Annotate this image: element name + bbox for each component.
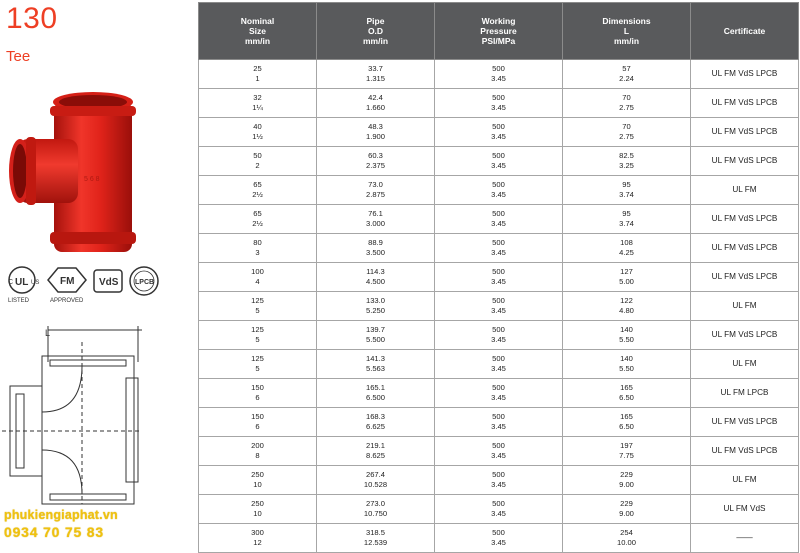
working-pressure-cell (435, 292, 563, 321)
certificate-cell: UL FM VdS LPCB (691, 234, 799, 263)
cell-value: 2.875 (365, 190, 385, 199)
working-pressure-cell (435, 147, 563, 176)
working-pressure-cell (435, 524, 563, 553)
cell-value: 1½ (252, 132, 263, 141)
cell-value: 250 (251, 499, 264, 508)
header-line: Working (481, 16, 516, 26)
product-name: Tee (6, 48, 31, 65)
dimension-cell (563, 89, 691, 118)
svg-text:US: US (31, 280, 40, 286)
table-row (199, 437, 799, 466)
cell-value: 3.45 (491, 219, 506, 228)
cell-value: 3.45 (491, 509, 506, 518)
cell-value: 2.24 (619, 74, 634, 83)
cell-value: 300 (251, 528, 264, 537)
certificate-cell: UL FM (691, 466, 799, 495)
header-pipe-od (317, 3, 435, 60)
cell-value: 33.7 (368, 64, 383, 73)
certificate-cell: UL FM VdS (691, 495, 799, 524)
header-line: Pressure (480, 26, 517, 36)
cell-value: 2.75 (619, 103, 634, 112)
cell-value: 42.4 (368, 93, 383, 102)
working-pressure-cell (435, 379, 563, 408)
cell-value: 197 (620, 441, 633, 450)
cell-value: 267.4 (365, 470, 385, 479)
cell-value: 3.45 (491, 74, 506, 83)
spec-table (198, 2, 799, 553)
svg-text:L: L (45, 328, 51, 338)
cell-value: 3.45 (491, 364, 506, 373)
cell-value: 4.25 (619, 248, 634, 257)
cell-value: 3.74 (619, 190, 634, 199)
header-line: Dimensions (602, 16, 651, 26)
cell-value: 168.3 (365, 412, 385, 421)
table-row (199, 292, 799, 321)
svg-text:VdS: VdS (99, 277, 119, 288)
cell-value: 127 (620, 267, 633, 276)
table-row (199, 321, 799, 350)
cell-value: 95 (622, 209, 631, 218)
dimension-cell (563, 292, 691, 321)
cell-value: 3.45 (491, 248, 506, 257)
cell-value: 1.900 (365, 132, 385, 141)
cell-value: 273.0 (365, 499, 385, 508)
cell-value: 7.75 (619, 451, 634, 460)
pipe-od-cell (317, 524, 435, 553)
cell-value: 5 (255, 306, 260, 315)
nominal-size-cell (199, 292, 317, 321)
cell-value: 219.1 (365, 441, 385, 450)
cell-value: 140 (620, 325, 633, 334)
cell-value: 2.375 (365, 161, 385, 170)
nominal-size-cell (199, 205, 317, 234)
cell-value: 229 (620, 470, 633, 479)
cell-value: 500 (492, 122, 505, 131)
pipe-od-cell (317, 147, 435, 176)
vds-logo (94, 270, 122, 292)
table-row (199, 205, 799, 234)
header-line: L (623, 26, 630, 36)
certificate-cell: UL FM VdS LPCB (691, 321, 799, 350)
cell-value: 6.50 (619, 393, 634, 402)
cell-value: 3.45 (491, 190, 506, 199)
working-pressure-cell (435, 437, 563, 466)
pipe-od-cell (317, 466, 435, 495)
pipe-od-cell (317, 350, 435, 379)
dimension-cell (563, 234, 691, 263)
dimension-cell (563, 379, 691, 408)
table-row (199, 263, 799, 292)
header-nominal-size (199, 3, 317, 60)
cell-value: 140 (620, 354, 633, 363)
cell-value: 3.45 (491, 480, 506, 489)
cell-value: 76.1 (368, 209, 383, 218)
nominal-size-cell (199, 147, 317, 176)
cell-value: 6 (255, 422, 260, 431)
cell-value: 48.3 (368, 122, 383, 131)
pipe-od-cell (317, 118, 435, 147)
product-panel (0, 0, 196, 552)
working-pressure-cell (435, 408, 563, 437)
dimension-cell (563, 350, 691, 379)
cell-value: 5.50 (619, 364, 634, 373)
cell-value: 500 (492, 64, 505, 73)
header-line: Nominal (240, 16, 275, 26)
dimension-cell (563, 263, 691, 292)
cell-value: 141.3 (365, 354, 385, 363)
cell-value: 500 (492, 470, 505, 479)
cell-value: 9.00 (619, 509, 634, 518)
cell-value: 3.45 (491, 161, 506, 170)
cell-value: 150 (251, 412, 264, 421)
working-pressure-cell (435, 89, 563, 118)
cell-value: 133.0 (365, 296, 385, 305)
table-row (199, 408, 799, 437)
cell-value: 12.539 (363, 538, 388, 547)
pipe-od-cell (317, 292, 435, 321)
dimension-cell (563, 147, 691, 176)
table-row (199, 118, 799, 147)
table-row (199, 379, 799, 408)
nominal-size-cell (199, 118, 317, 147)
cell-value: 3.45 (491, 538, 506, 547)
nominal-size-cell (199, 176, 317, 205)
header-line: mm/in (244, 36, 271, 46)
header-line: mm/in (362, 36, 389, 46)
cell-value: 95 (622, 180, 631, 189)
pipe-od-cell (317, 263, 435, 292)
certificate-cell: UL FM (691, 350, 799, 379)
certificate-cell: —— (691, 524, 799, 553)
nominal-size-cell (199, 466, 317, 495)
fm-approved-logo (48, 268, 86, 304)
cell-value: 114.3 (366, 267, 385, 276)
pipe-od-cell (317, 321, 435, 350)
tee-dimension-drawing (2, 322, 152, 508)
spec-table-header (199, 3, 799, 60)
cell-value: 3.000 (365, 219, 385, 228)
cell-value: 500 (492, 412, 505, 421)
cell-value: 6 (255, 393, 260, 402)
cell-value: 82.5 (619, 151, 634, 160)
spec-table-body (199, 60, 799, 553)
brand-phone: 0934 70 75 83 (4, 524, 104, 540)
working-pressure-cell (435, 176, 563, 205)
working-pressure-cell (435, 495, 563, 524)
working-pressure-cell (435, 205, 563, 234)
cell-value: 125 (251, 296, 264, 305)
table-row (199, 176, 799, 205)
dimension-cell (563, 321, 691, 350)
cell-value: 10 (253, 509, 262, 518)
pipe-od-cell (317, 408, 435, 437)
working-pressure-cell (435, 263, 563, 292)
cell-value: 5 (255, 335, 260, 344)
tee-fitting-photo (4, 84, 154, 262)
dimension-cell (563, 408, 691, 437)
cell-value: 1.660 (365, 103, 385, 112)
cell-value: 165 (620, 412, 633, 421)
cell-value: 3.45 (491, 277, 506, 286)
header-line: PSI/MPa (481, 36, 516, 46)
nominal-size-cell (199, 350, 317, 379)
dimension-cell (563, 60, 691, 89)
table-row (199, 466, 799, 495)
cell-value: 500 (492, 354, 505, 363)
pipe-od-cell (317, 205, 435, 234)
certificate-cell: UL FM VdS LPCB (691, 147, 799, 176)
cell-value: 80 (253, 238, 262, 247)
cell-value: 73.0 (368, 180, 383, 189)
cell-value: 1 (255, 74, 260, 83)
cell-value: 12 (253, 538, 262, 547)
cell-value: 125 (251, 325, 264, 334)
svg-text:FM: FM (60, 276, 75, 287)
nominal-size-cell (199, 321, 317, 350)
cell-value: 8 (255, 451, 260, 460)
cell-value: 3.500 (365, 248, 385, 257)
cell-value: 200 (251, 441, 264, 450)
pipe-od-cell (317, 89, 435, 118)
dimension-cell (563, 118, 691, 147)
svg-text:LPCB: LPCB (135, 279, 155, 286)
svg-text:5 6 8: 5 6 8 (84, 176, 100, 183)
cell-value: 500 (492, 499, 505, 508)
cell-value: 4.80 (619, 306, 634, 315)
certificate-cell: UL FM LPCB (691, 379, 799, 408)
working-pressure-cell (435, 118, 563, 147)
nominal-size-cell (199, 263, 317, 292)
cell-value: 6.50 (619, 422, 634, 431)
cell-value: 500 (492, 238, 505, 247)
cell-value: 125 (251, 354, 264, 363)
cell-value: 65 (253, 180, 262, 189)
cell-value: 6.500 (365, 393, 385, 402)
pipe-od-cell (317, 379, 435, 408)
cell-value: 500 (492, 528, 505, 537)
cell-value: 122 (620, 296, 633, 305)
nominal-size-cell (199, 234, 317, 263)
cell-value: 57 (622, 64, 631, 73)
cell-value: 70 (622, 93, 631, 102)
certification-logos (4, 264, 164, 312)
cell-value: 254 (620, 528, 633, 537)
dimension-cell (563, 437, 691, 466)
cell-value: 500 (492, 441, 505, 450)
cell-value: 2½ (252, 190, 263, 199)
cell-value: 250 (251, 470, 264, 479)
cell-value: 1¼ (252, 103, 263, 112)
lpcb-logo (130, 267, 158, 295)
dimension-cell (563, 524, 691, 553)
svg-text:LISTED: LISTED (8, 298, 30, 304)
cell-value: 1.315 (365, 74, 385, 83)
cell-value: 5.250 (365, 306, 385, 315)
certificate-cell: UL FM VdS LPCB (691, 60, 799, 89)
cell-value: 10.528 (363, 480, 388, 489)
cell-value: 165 (620, 383, 633, 392)
nominal-size-cell (199, 524, 317, 553)
ul-listed-logo (8, 267, 39, 304)
table-row (199, 350, 799, 379)
nominal-size-cell (199, 408, 317, 437)
brand-website: phukiengiaphat.vn (4, 508, 118, 522)
product-code: 130 (6, 2, 58, 35)
nominal-size-cell (199, 89, 317, 118)
cell-value: 40 (253, 122, 262, 131)
cell-value: 139.7 (365, 325, 385, 334)
certificate-cell: UL FM VdS LPCB (691, 408, 799, 437)
certificate-cell: UL FM VdS LPCB (691, 205, 799, 234)
svg-text:C: C (8, 279, 14, 286)
nominal-size-cell (199, 379, 317, 408)
cell-value: 5.00 (619, 277, 634, 286)
cell-value: 60.3 (368, 151, 383, 160)
header-line: Certificate (723, 26, 766, 36)
cell-value: 500 (492, 296, 505, 305)
certificate-cell: UL FM VdS LPCB (691, 263, 799, 292)
svg-text:APPROVED: APPROVED (50, 298, 84, 304)
header-line: Pipe (366, 16, 385, 26)
cell-value: 65 (253, 209, 262, 218)
table-row (199, 147, 799, 176)
cell-value: 10.00 (616, 538, 636, 547)
header-working-pressure (435, 3, 563, 60)
cell-value: 5.500 (365, 335, 385, 344)
certificate-cell: UL FM (691, 176, 799, 205)
header-line: O.D (367, 26, 384, 36)
cell-value: 500 (492, 180, 505, 189)
svg-text:UL: UL (15, 277, 29, 288)
cell-value: 70 (622, 122, 631, 131)
nominal-size-cell (199, 437, 317, 466)
certificate-cell: UL FM VdS LPCB (691, 89, 799, 118)
brand-watermark (4, 508, 154, 548)
cell-value: 10.750 (363, 509, 388, 518)
cell-value: 9.00 (619, 480, 634, 489)
cell-value: 5.50 (619, 335, 634, 344)
pipe-od-cell (317, 234, 435, 263)
header-dimensions (563, 3, 691, 60)
cell-value: 3.45 (491, 306, 506, 315)
cell-value: 3.45 (491, 451, 506, 460)
cell-value: 5 (255, 364, 260, 373)
pipe-od-cell (317, 60, 435, 89)
table-row (199, 60, 799, 89)
cell-value: 500 (492, 325, 505, 334)
cell-value: 229 (620, 499, 633, 508)
cell-value: 2.75 (619, 132, 634, 141)
cell-value: 50 (253, 151, 262, 160)
cell-value: 6.625 (365, 422, 385, 431)
nominal-size-cell (199, 495, 317, 524)
cell-value: 150 (251, 383, 264, 392)
working-pressure-cell (435, 60, 563, 89)
cell-value: 100 (251, 267, 264, 276)
table-row (199, 495, 799, 524)
nominal-size-cell (199, 60, 317, 89)
cell-value: 3.74 (619, 219, 634, 228)
pipe-od-cell (317, 437, 435, 466)
cell-value: 3.25 (619, 161, 634, 170)
working-pressure-cell (435, 234, 563, 263)
cell-value: 318.5 (365, 528, 385, 537)
dimension-cell (563, 176, 691, 205)
cell-value: 500 (492, 151, 505, 160)
cell-value: 3 (255, 248, 260, 257)
pipe-od-cell (317, 176, 435, 205)
cell-value: 500 (492, 209, 505, 218)
certificate-cell: UL FM VdS LPCB (691, 437, 799, 466)
cell-value: 8.625 (365, 451, 385, 460)
cell-value: 165.1 (365, 383, 385, 392)
cell-value: 4.500 (365, 277, 385, 286)
cell-value: 4 (255, 277, 260, 286)
table-row (199, 524, 799, 553)
working-pressure-cell (435, 321, 563, 350)
cell-value: 500 (492, 93, 505, 102)
cell-value: 88.9 (368, 238, 383, 247)
cell-value: 25 (253, 64, 262, 73)
cell-value: 2½ (252, 219, 263, 228)
header-line: mm/in (613, 36, 640, 46)
dimension-cell (563, 205, 691, 234)
header-row (199, 3, 799, 60)
cell-value: 108 (620, 238, 633, 247)
table-row (199, 89, 799, 118)
cell-value: 500 (492, 267, 505, 276)
pipe-od-cell (317, 495, 435, 524)
cell-value: 500 (492, 383, 505, 392)
working-pressure-cell (435, 466, 563, 495)
dimension-cell (563, 466, 691, 495)
dimension-cell (563, 495, 691, 524)
cell-value: 3.45 (491, 132, 506, 141)
header-certificate (691, 3, 799, 60)
header-line: Size (248, 26, 266, 36)
cell-value: 2 (255, 161, 260, 170)
cell-value: 32 (253, 93, 262, 102)
table-row (199, 234, 799, 263)
certificate-cell: UL FM VdS LPCB (691, 118, 799, 147)
cell-value: 5.563 (365, 364, 385, 373)
cell-value: 3.45 (491, 393, 506, 402)
cell-value: 3.45 (491, 335, 506, 344)
working-pressure-cell (435, 350, 563, 379)
cell-value: 3.45 (491, 103, 506, 112)
certificate-cell: UL FM (691, 292, 799, 321)
cell-value: 10 (253, 480, 262, 489)
cell-value: 3.45 (491, 422, 506, 431)
